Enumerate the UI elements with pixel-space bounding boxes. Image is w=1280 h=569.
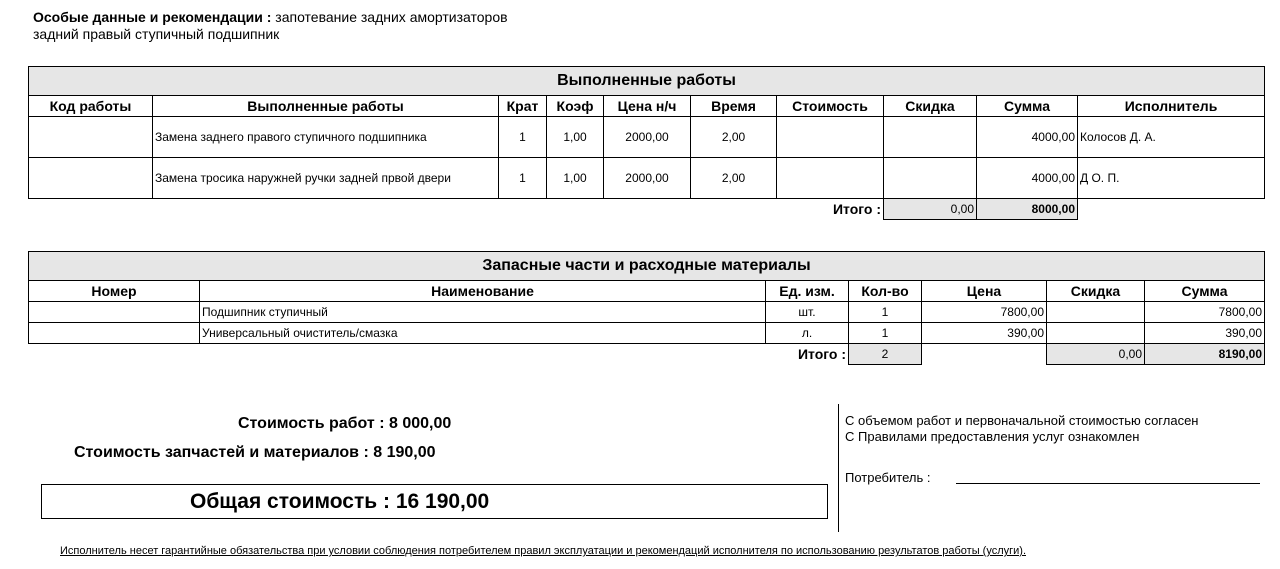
grand-total: Общая стоимость : 16 190,00 <box>41 484 828 519</box>
parts-col-name: Наименование <box>200 281 766 302</box>
work-cost <box>777 117 884 158</box>
part-name: Подшипник ступичный <box>200 302 766 323</box>
work-price: 2000,00 <box>604 117 691 158</box>
parts-table-title: Запасные части и расходные материалы <box>29 252 1265 281</box>
work-sum: 4000,00 <box>977 158 1078 199</box>
work-code <box>29 158 153 199</box>
vertical-divider <box>838 404 839 532</box>
part-qty: 1 <box>849 323 922 344</box>
work-executor: Колосов Д. А. <box>1078 117 1265 158</box>
table-row <box>29 323 1265 344</box>
works-col-krat: Крат <box>499 96 547 117</box>
special-notes-line-1 <box>33 9 508 26</box>
part-price: 390,00 <box>922 323 1047 344</box>
warranty-footer: Исполнитель несет гарантийные обязательства при условии соблюдения потребителем правил эксплуатации и рекомендаций исполнителя по использованию результатов работы (услуги). <box>60 545 1026 557</box>
part-unit: л. <box>766 323 849 344</box>
table-row <box>29 158 1265 199</box>
consumer-label: Потребитель : <box>845 470 931 485</box>
part-number <box>29 323 200 344</box>
work-name: Замена заднего правого ступичного подшипника <box>153 117 499 158</box>
special-notes-label: Особые данные и рекомендации : <box>33 9 272 25</box>
part-number <box>29 302 200 323</box>
special-notes-text-1: запотевание задних амортизаторов <box>275 9 508 25</box>
table-row <box>29 117 1265 158</box>
works-table <box>28 66 1265 220</box>
part-name: Универсальный очиститель/смазка <box>200 323 766 344</box>
works-total-label: Итого : <box>832 201 881 218</box>
work-krat: 1 <box>499 117 547 158</box>
parts-col-number: Номер <box>29 281 200 302</box>
part-unit: шт. <box>766 302 849 323</box>
part-discount <box>1047 323 1145 344</box>
work-time: 2,00 <box>691 158 777 199</box>
part-qty: 1 <box>849 302 922 323</box>
parts-cost-summary: Стоимость запчастей и материалов : 8 190,00 <box>74 444 436 461</box>
work-discount <box>884 117 977 158</box>
table-row <box>29 302 1265 323</box>
works-col-cost: Стоимость <box>777 96 884 117</box>
parts-col-discount: Скидка <box>1047 281 1145 302</box>
part-sum: 7800,00 <box>1145 302 1265 323</box>
parts-col-unit: Ед. изм. <box>766 281 849 302</box>
work-name: Замена тросика наружней ручки задней првой двери <box>153 158 499 199</box>
signature-line <box>956 483 1260 484</box>
parts-total-sum: 8190,00 <box>1145 344 1265 365</box>
parts-table <box>28 251 1265 365</box>
works-total-discount: 0,00 <box>884 199 977 220</box>
works-col-discount: Скидка <box>884 96 977 117</box>
works-col-koef: Коэф <box>547 96 604 117</box>
works-col-sum: Сумма <box>977 96 1078 117</box>
works-col-name: Выполненные работы <box>153 96 499 117</box>
works-col-executor: Исполнитель <box>1078 96 1265 117</box>
works-col-price: Цена н/ч <box>604 96 691 117</box>
work-time: 2,00 <box>691 117 777 158</box>
part-sum: 390,00 <box>1145 323 1265 344</box>
agreement-line-1: С объемом работ и первоначальной стоимостью согласен <box>845 413 1199 428</box>
work-sum: 4000,00 <box>977 117 1078 158</box>
part-price: 7800,00 <box>922 302 1047 323</box>
work-executor: Д О. П. <box>1078 158 1265 199</box>
agreement-line-2: С Правилами предоставления услуг ознакомлен <box>845 429 1140 444</box>
work-discount <box>884 158 977 199</box>
work-krat: 1 <box>499 158 547 199</box>
work-koef: 1,00 <box>547 158 604 199</box>
work-koef: 1,00 <box>547 117 604 158</box>
works-cost-summary: Стоимость работ : 8 000,00 <box>238 415 452 432</box>
part-discount <box>1047 302 1145 323</box>
parts-total-discount: 0,00 <box>1047 344 1145 365</box>
work-code <box>29 117 153 158</box>
work-price: 2000,00 <box>604 158 691 199</box>
works-table-title: Выполненные работы <box>29 67 1265 96</box>
works-col-code: Код работы <box>29 96 153 117</box>
parts-total-label: Итого : <box>797 346 846 363</box>
special-notes <box>33 9 508 43</box>
parts-total-qty: 2 <box>849 344 922 365</box>
parts-col-sum: Сумма <box>1145 281 1265 302</box>
work-cost <box>777 158 884 199</box>
works-total-sum: 8000,00 <box>977 199 1078 220</box>
parts-col-qty: Кол-во <box>849 281 922 302</box>
works-col-time: Время <box>691 96 777 117</box>
parts-col-price: Цена <box>922 281 1047 302</box>
agreement-block <box>845 413 1198 445</box>
special-notes-text-2: задний правый ступичный подшипник <box>33 26 280 42</box>
